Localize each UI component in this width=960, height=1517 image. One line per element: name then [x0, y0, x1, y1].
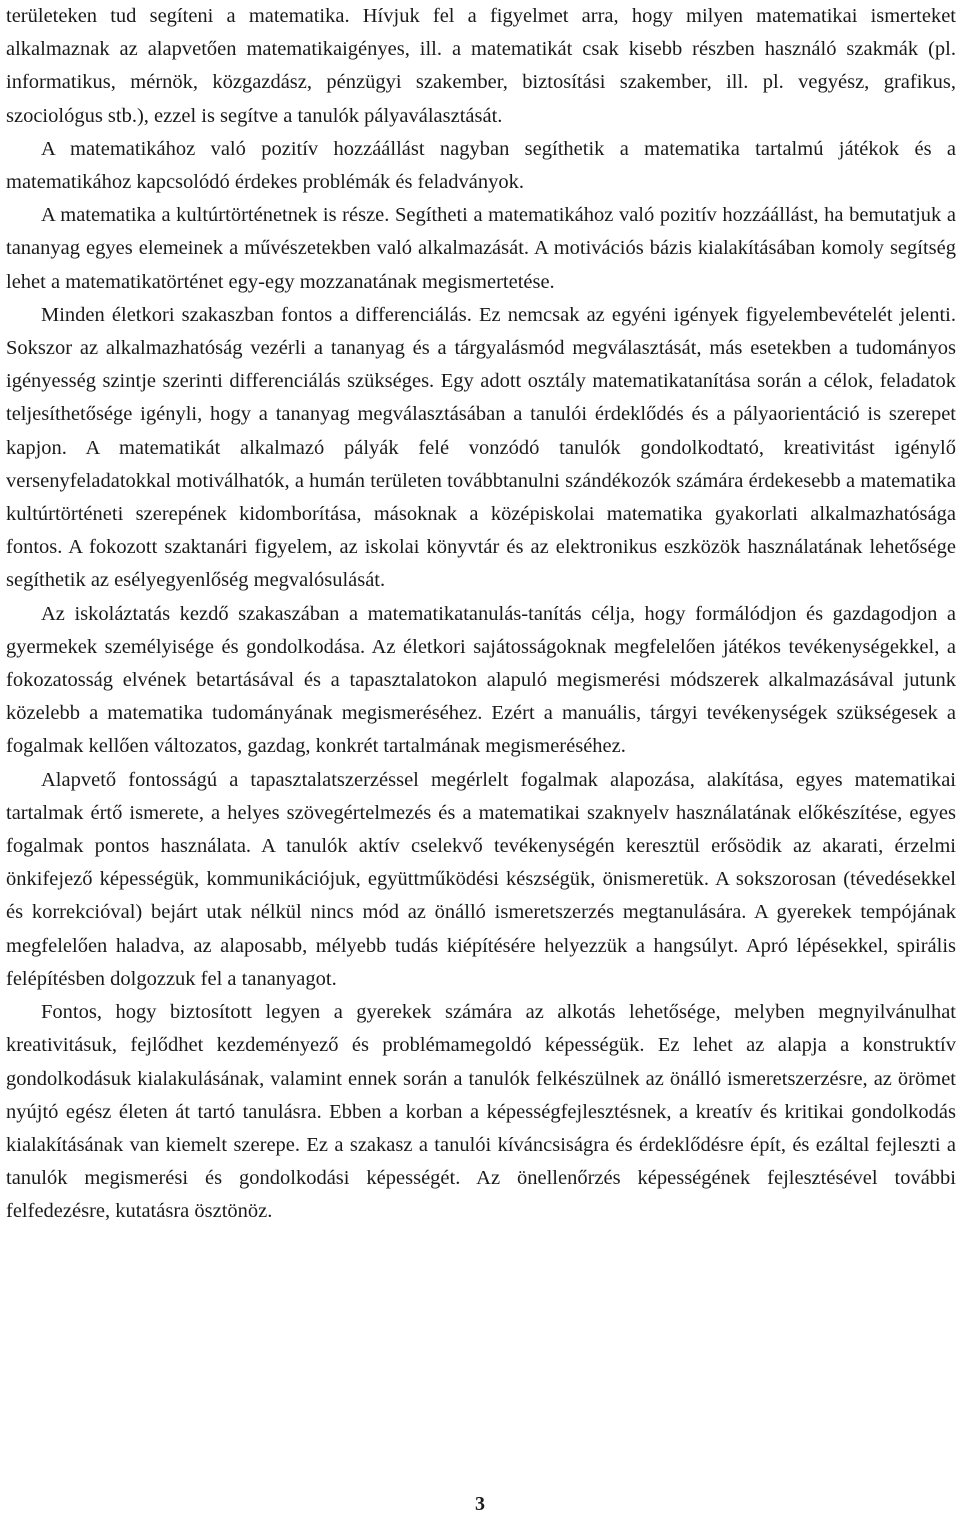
paragraph-creativity: Fontos, hogy biztosított legyen a gyerekek számára az alkotás lehetősége, melyben megnyilvánulhat kreativitásuk, fejlődhet kezdeményező és problémamegoldó képességük. Ez lehet az alapja a konstruktív gondolkodásuk kialakulásának, valamint ennek során a tanulók felkészülnek az önálló ismeretszerzésre, az örömet nyújtó egész életen át tartó tanulásra. Ebben a korban a képességfejlesztésnek, a kreatív és kritikai gondolkodás kialakításának van kiemelt szerepe. Ez a szakasz a tanulói kíváncsiságra és érdeklődésre épít, és ezáltal fejleszti a tanulók megismerési és gondolkodási képességét. Az önellenőrzés képességének fejlesztésével további felfedezésre, kutatásra ösztönöz. [6, 1001, 956, 1223]
paragraph-early-schooling: Az iskoláztatás kezdő szakaszában a matematikatanulás-tanítás célja, hogy formálódjon és gazdagodjon a gyermekek személyisége és gondolkodása. Az életkori sajátosságoknak megfelelően játékos tevékenységekkel, a fokozatosság elvének betartásával és a tapasztalatokon alapuló megismerési módszerek alkalmazásával jutunk közelebb a matematika tudományának megismeréséhez. Ezért a manuális, tárgyi tevékenységek szükségesek a fogalmak kellően változatos, gazdag, konkrét tartalmának megismeréséhez. [6, 602, 956, 758]
paragraph-concept-building: Alapvető fontosságú a tapasztalatszerzéssel megérlelt fogalmak alapozása, alakítása, egyes matematikai tartalmak értő ismerete, a helyes szövegértelmezés és a matematikai szaknyelv használatának előkészítése, egyes fogalmak pontos használata. A tanulók aktív cselekvő tevékenységén keresztül erősödik az akarati, érzelmi önkifejező képességük, kommunikációjuk, együttműködési készségük, önismeretük. A sokszorosan (tévedésekkel és korrekcióval) bejárt utak nélkül nincs mód az önálló ismeretszerzés megtanulására. A gyerekek tempójának megfelelően haladva, az alaposabb, mélyebb tudás kiépítésére helyezzük a hangsúlyt. Apró lépésekkel, spirális felépítésben dolgozzuk fel a tananyagot. [6, 768, 956, 990]
paragraph-cultural-history: A matematika a kultúrtörténetnek is része. Segítheti a matematikához való pozitív hozzáállást, ha bemutatjuk a tananyag egyes elemeinek a művészetekben való alkalmazását. A motivációs bázis kialakításában komoly segítség lehet a matematikatörténet egy-egy mozzanatának megismertetése. [6, 204, 956, 293]
paragraph-math-games: A matematikához való pozitív hozzáállást nagyban segíthetik a matematika tartalmú játékok és a matematikához kapcsolódó érdekes problémák és feladványok. [6, 137, 956, 194]
page-number: 3 [475, 1493, 485, 1515]
paragraph-differentiation: Minden életkori szakaszban fontos a differenciálás. Ez nemcsak az egyéni igények figyelembevételét jelenti. Sokszor az alkalmazhatóság vezérli a tananyag és a tárgyalásmód megválasztását, más esetekben a tudományos igényesség szintje szerinti differenciálás szükséges. Egy adott osztály matematikatanítása során a célok, feladatok teljesíthetősége igényli, hogy a tananyag megválasztásában a tanulói érdeklődés és a pályaorientáció is szerepet kapjon. A matematikát alkalmazó pályák felé vonzódó tanulók gondolkodtató, kreativitást igénylő versenyfeladatokkal motiválhatók, a humán területen továbbtanulni szándékozók számára érdekesebb a matematika kultúrtörténeti szerepének kidomborítása, másoknak a középiskolai matematika gyakorlati alkalmazhatósága fontos. A fokozott szaktanári figyelem, az iskolai könyvtár és az elektronikus eszközök használatának lehetősége segíthetik az esélyegyenlőség megvalósulását. [6, 303, 956, 592]
paragraph-career-orientation: területeken tud segíteni a matematika. Hívjuk fel a figyelmet arra, hogy milyen matematikai ismerteket alkalmaznak az alapvetően matematikaigényes, ill. a matematikát csak kisebb részben használó szakmák (pl. informatikus, mérnök, közgazdász, pénzügyi szakember, biztosítási szakember, ill. pl. vegyész, grafikus, szociológus stb.), ezzel is segítve a tanulók pályaválasztását. [6, 5, 956, 127]
document-body [6, 0, 956, 1229]
